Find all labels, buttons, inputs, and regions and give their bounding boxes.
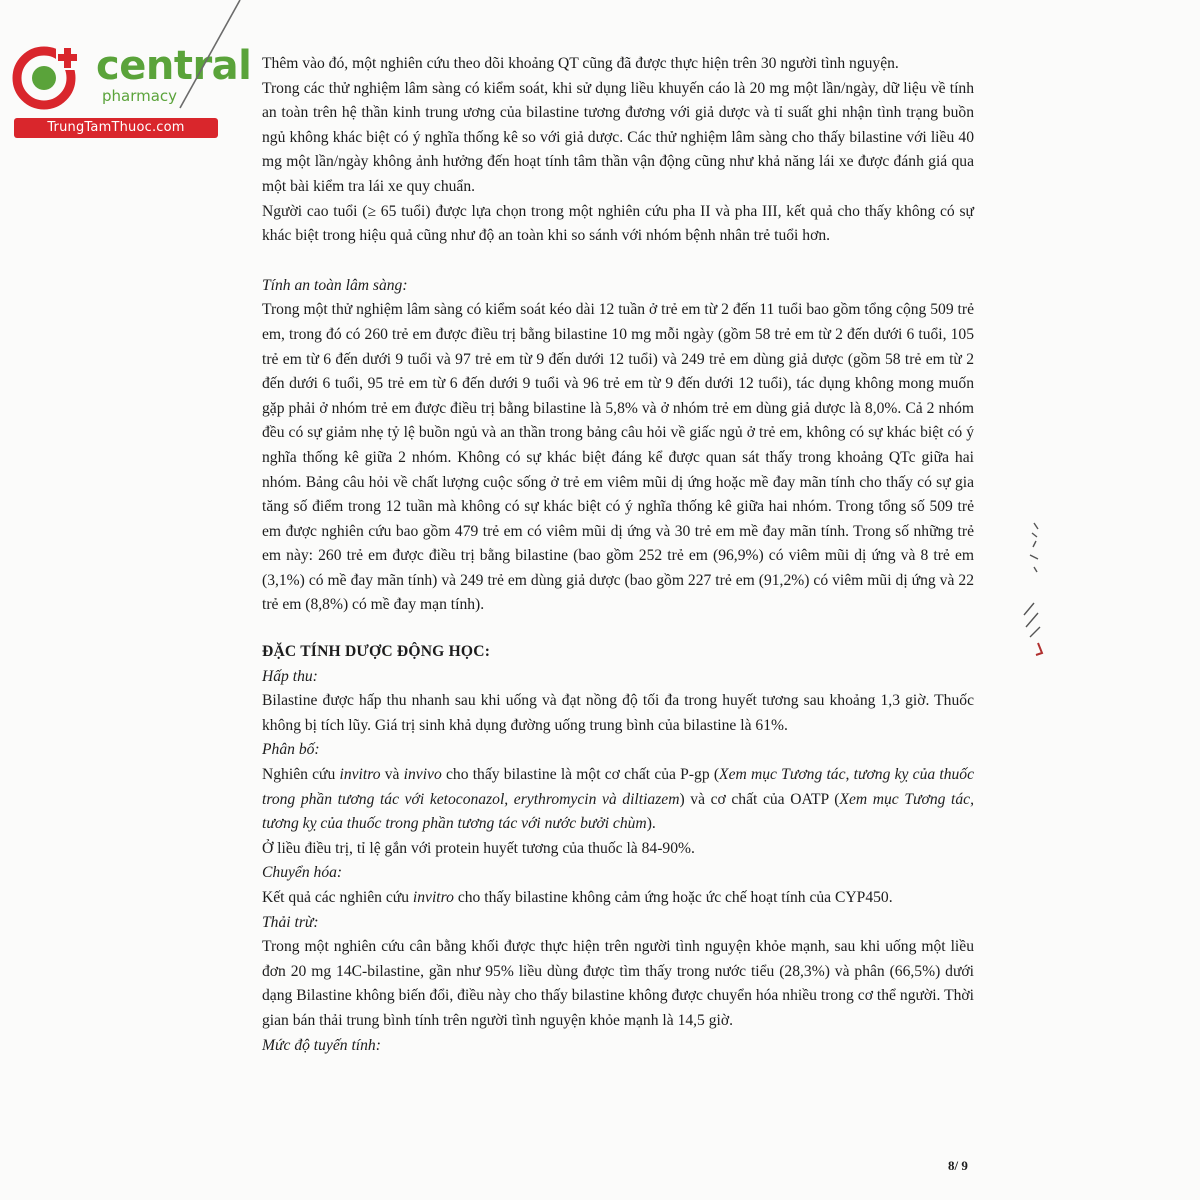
linearity-title: Mức độ tuyến tính: <box>262 1036 381 1054</box>
logo-brand-name: central <box>96 43 252 89</box>
absorption-title: Hấp thu: <box>262 667 318 685</box>
elimination-title: Thải trừ: <box>262 913 319 931</box>
absorption-body: Bilastine được hấp thu nhanh sau khi uống và đạt nồng độ tối đa trong huyết tương sau khoảng 1,3 giờ. Thuốc không bị tích lũy. Giá trị sinh khả dụng đường uống trung bình của bilastine là 61%. <box>262 692 974 734</box>
metabolism-title: Chuyển hóa: <box>262 864 343 882</box>
pharmacy-logo-icon <box>10 40 82 112</box>
pk-heading: ĐẶC TÍNH DƯỢC ĐỘNG HỌC: <box>262 643 491 661</box>
logo-website: TrungTamThuoc.com <box>14 118 218 138</box>
distribution-title: Phân bố: <box>262 741 320 759</box>
margin-stamp-marks <box>1012 515 1052 660</box>
safety-body: Trong một thử nghiệm lâm sàng có kiểm soát kéo dài 12 tuần ở trẻ em từ 2 đến 11 tuổi bao gồm tổng cộng 509 trẻ em, trong đó có 260 trẻ em được điều trị bằng bilastine 10 mg mỗi ngày (gồm 58 trẻ em từ 2 đến dưới 6 tuổi, 105 trẻ em từ 6 đến dưới 9 tuổi và 97 trẻ em từ 9 đến dưới 12 tuổi) và 249 trẻ em dùng giả dược (gồm 58 trẻ em từ 2 đến dưới 6 tuổi, 95 trẻ em từ 6 đến dưới 9 tuổi và 96 trẻ em từ 9 đến dưới 12 tuổi), tác dụng không mong muốn gặp phải ở nhóm trẻ em được điều trị bằng bilastine là 5,8% và ở nhóm trẻ em dùng giả dược là 8,0%. Cả 2 nhóm đều có sự giảm nhẹ tỷ lệ buồn ngủ và an thần trong bảng câu hỏi về giấc ngủ ở trẻ em, không có sự khác biệt có ý nghĩa thống kê giữa 2 nhóm. Không có sự khác biệt đáng kể được quan sát thấy trong khoảng QTc giữa hai nhóm. Bảng câu hỏi về chất lượng cuộc sống ở trẻ em viêm mũi dị ứng hoặc mề đay mãn tính cho thấy có sự gia tăng số điểm trong 12 tuần mà không có sự khác biệt có ý nghĩa thống kê giữa hai nhóm. Trong tổng số 509 trẻ em được nghiên cứu bao gồm 479 trẻ em có viêm mũi dị ứng và 30 trẻ em mề đay mãn tính. Trong số những trẻ em này: 260 trẻ em được điều trị bằng bilastine (bao gồm 252 trẻ em (96,9%) có viêm mũi dị ứng và 8 trẻ em (3,1%) có mề đay mãn tính) và 249 trẻ em dùng giả dược (bao gồm 227 trẻ em (91,2%) có viêm mũi dị ứng và 22 trẻ em (8,8%) có mề đay mạn tính). <box>262 301 974 614</box>
protein-binding: Ở liều điều trị, tỉ lệ gắn với protein huyết tương của thuốc là 84-90%. <box>262 839 695 857</box>
logo-subtitle: pharmacy <box>102 87 178 105</box>
elimination-body: Trong một nghiên cứu cân bằng khối được thực hiện trên người tình nguyện khỏe mạnh, sau khi uống một liều đơn 20 mg 14C-bilastine, gần như 95% liều dùng được tìm thấy trong nước tiểu (28,3%) và phân (66,5%) dưới dạng Bilastine không biến đổi, điều này cho thấy bilastine không được chuyển hóa nhiều trong cơ thể người. Thời gian bán thải trung bình tính trên người tình nguyện khỏe mạnh là 14,5 giờ. <box>262 938 974 1029</box>
intro-paragraph-cns: Trong các thử nghiệm lâm sàng có kiểm soát, khi sử dụng liều khuyến cáo là 20 mg một lần/ngày, dữ liệu về tính an toàn trên hệ thần kinh trung ương của bilastine tương đương với giả dược và tỉ suất ghi nhận tình trạng buồn ngủ không khác biệt có ý nghĩa thống kê so với giả dược. Các thử nghiệm lâm sàng cho thấy bilastine với liều 40 mg một lần/ngày không ảnh hưởng đến hoạt tính tâm thần vận động cũng như khả năng lái xe được đánh giá qua một bài kiểm tra lái xe quy chuẩn. <box>262 79 974 195</box>
metabolism-body: Kết quả các nghiên cứu invitro cho thấy bilastine không cảm ứng hoặc ức chế hoạt tính của CYP450. <box>262 889 893 906</box>
page-number: 8/ 9 <box>948 1158 968 1173</box>
scan-artifact-line <box>160 0 250 110</box>
intro-paragraph-qt: Thêm vào đó, một nghiên cứu theo dõi khoảng QT cũng đã được thực hiện trên 30 người tình nguyện. <box>262 55 899 72</box>
intro-paragraph-elderly: Người cao tuổi (≥ 65 tuổi) được lựa chọn trong một nghiên cứu pha II và pha III, kết quả cho thấy không có sự khác biệt trong hiệu quả cũng như độ an toàn khi so sánh với nhóm bệnh nhân trẻ tuổi hơn. <box>262 202 974 245</box>
document-body <box>262 52 974 1058</box>
distribution-body: Nghiên cứu invitro và invivo cho thấy bilastine là một cơ chất của P-gp (Xem mục Tương tác, tương kỵ của thuốc trong phần tương tác với ketoconazol, erythromycin và diltiazem) và cơ chất của OATP (Xem mục Tương tác, tương kỵ của thuốc trong phần tương tác với nước bưởi chùm). <box>262 766 975 833</box>
safety-title: Tính an toàn lâm sàng: <box>262 276 408 294</box>
